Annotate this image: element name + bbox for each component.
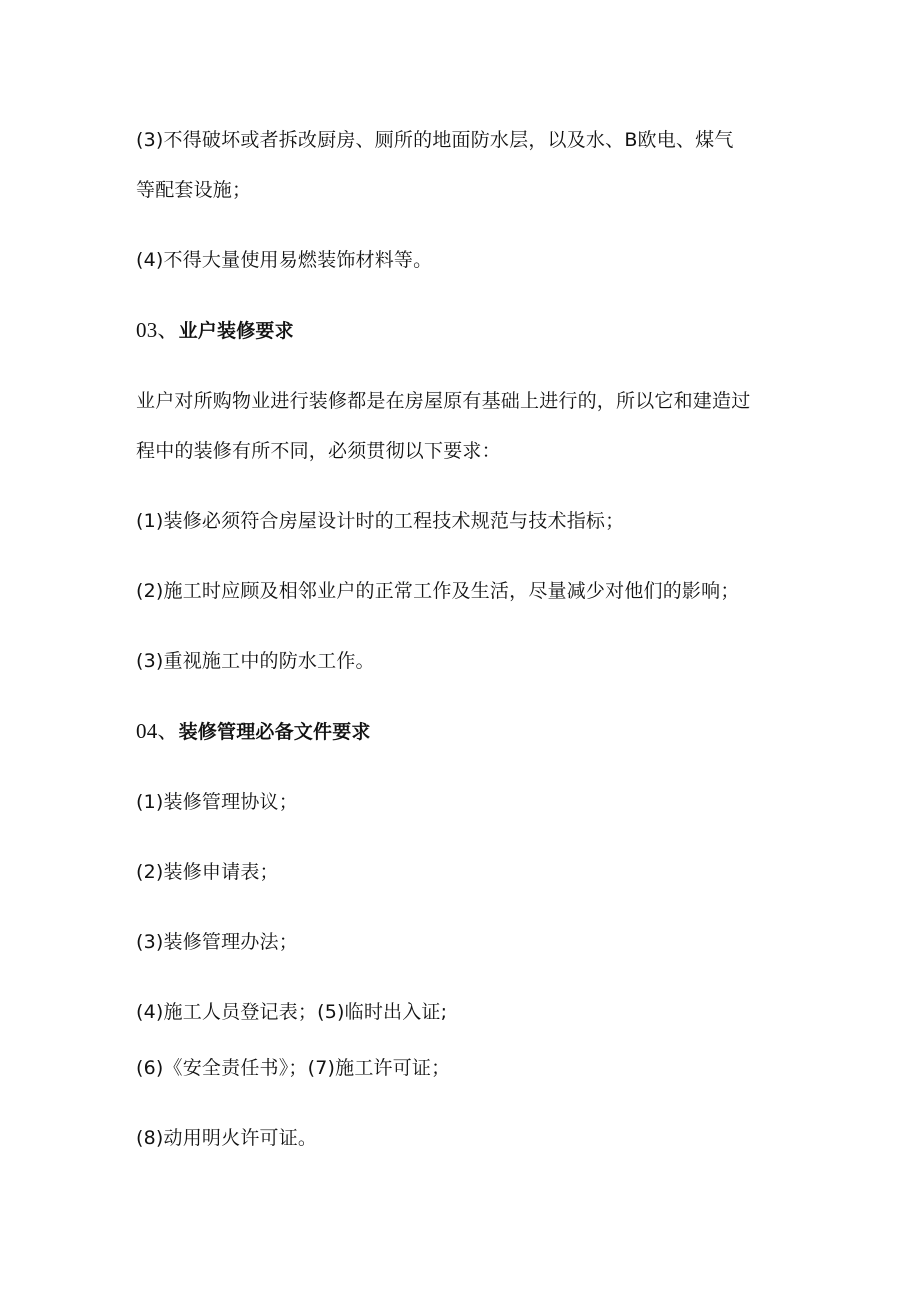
section3-title: 业户装修要求 — [178, 320, 294, 342]
section4-title: 装修管理必备文件要求 — [178, 721, 371, 743]
section3-number: 03、 — [136, 318, 179, 342]
section3-intro-line2: 程中的装修有所不同，必须贯彻以下要求： — [136, 440, 501, 462]
section4-number: 04、 — [136, 719, 179, 743]
section4-item6-7: (6)《安全责任书》；(7)施工许可证； — [136, 1057, 451, 1079]
section2-item3-line2: 等配套设施； — [136, 179, 252, 201]
section4-item1: (1)装修管理协议； — [136, 791, 298, 813]
section4-item3: (3)装修管理办法； — [136, 931, 298, 953]
section2-item4: (4)不得大量使用易燃装饰材料等。 — [136, 249, 433, 271]
section2-item3-line1: (3)不得破坏或者拆改厨房、厕所的地面防水层，以及水、B欧电、煤气 — [136, 129, 734, 151]
section3-intro-line1: 业户对所购物业进行装修都是在房屋原有基础上进行的，所以它和建造过 — [136, 390, 751, 412]
section4-heading — [136, 717, 371, 746]
section3-item1: (1)装修必须符合房屋设计时的工程技术规范与技术指标； — [136, 510, 625, 532]
section3-item2: (2)施工时应顾及相邻业户的正常工作及生活，尽量减少对他们的影响； — [136, 580, 740, 602]
section4-item8: (8)动用明火许可证。 — [136, 1127, 318, 1149]
section3-heading — [136, 316, 294, 345]
section4-item2: (2)装修申请表； — [136, 861, 279, 883]
section3-item3: (3)重视施工中的防水工作。 — [136, 650, 375, 672]
section4-item4-5: (4)施工人员登记表；(5)临时出入证; — [136, 1001, 448, 1023]
